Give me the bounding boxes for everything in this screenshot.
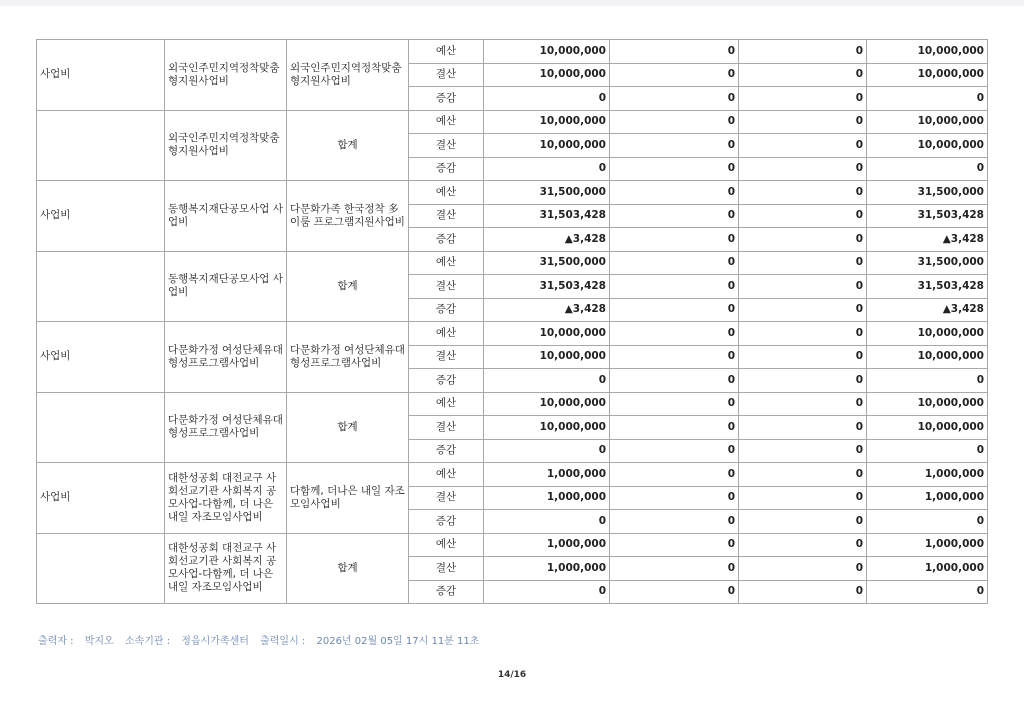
amount-value: 0: [855, 209, 863, 222]
amount-value: ▲3,428: [564, 303, 606, 316]
amount-value: 0: [855, 585, 863, 598]
amount-cell: [610, 416, 739, 440]
amount-cell: [484, 275, 610, 299]
amount-cell: [739, 157, 867, 181]
amount-value: 0: [598, 444, 606, 457]
amount-cell: [484, 486, 610, 510]
amount-value: ▲3,428: [942, 232, 984, 245]
amount-value: 0: [727, 232, 735, 245]
amount-value: 0: [976, 373, 984, 386]
amount-cell: [484, 63, 610, 87]
amount-cell: [484, 322, 610, 346]
amount-cell: [739, 416, 867, 440]
amount-value: 31,503,428: [917, 209, 984, 222]
amount-cell: [484, 416, 610, 440]
amount-cell: [610, 486, 739, 510]
amount-cell: [867, 275, 988, 299]
amount-cell: [739, 40, 867, 64]
amount-value: 0: [855, 68, 863, 81]
amount-value: 0: [855, 420, 863, 433]
amount-value: 0: [598, 585, 606, 598]
row-type-label: 예산: [409, 181, 484, 205]
amount-value: 0: [976, 585, 984, 598]
amount-value: 31,500,000: [539, 185, 606, 198]
amount-cell: [610, 533, 739, 557]
detail-item-cell: 외국인주민지역정착맞춤형지원사업비: [165, 40, 287, 111]
amount-cell: [867, 486, 988, 510]
amount-cell: [484, 298, 610, 322]
row-type-label: 결산: [409, 416, 484, 440]
amount-value: 10,000,000: [539, 138, 606, 151]
row-type-label: 증감: [409, 298, 484, 322]
amount-value: 0: [855, 162, 863, 175]
category-cell: [37, 392, 165, 463]
amount-value: 31,503,428: [917, 279, 984, 292]
amount-value: 1,000,000: [546, 538, 606, 551]
amount-cell: [867, 392, 988, 416]
amount-value: 0: [727, 162, 735, 175]
amount-cell: [867, 204, 988, 228]
amount-cell: [484, 134, 610, 158]
row-type-label: 증감: [409, 510, 484, 534]
amount-value: 31,503,428: [539, 279, 606, 292]
amount-value: 0: [727, 585, 735, 598]
print-date: 2026년 02월 05일 17시 11분 11초: [316, 636, 480, 647]
detail-item-cell: 다문화가정 여성단체유대형성프로그램사업비: [165, 392, 287, 463]
row-type-label: 결산: [409, 345, 484, 369]
row-type-label: 예산: [409, 533, 484, 557]
amount-value: 0: [598, 91, 606, 104]
amount-cell: [610, 87, 739, 111]
amount-cell: [739, 228, 867, 252]
amount-cell: [867, 87, 988, 111]
amount-cell: [484, 110, 610, 134]
amount-cell: [739, 439, 867, 463]
program-cell: 다함께, 더나은 내일 자조모임사업비: [287, 463, 409, 534]
amount-value: 31,500,000: [539, 256, 606, 269]
row-type-label: 결산: [409, 275, 484, 299]
category-cell: [37, 533, 165, 604]
amount-value: 0: [855, 373, 863, 386]
amount-value: 10,000,000: [539, 420, 606, 433]
amount-cell: [610, 345, 739, 369]
amount-value: 0: [598, 373, 606, 386]
amount-value: 10,000,000: [917, 420, 984, 433]
amount-cell: [867, 345, 988, 369]
amount-cell: [867, 251, 988, 275]
table-row: [37, 110, 988, 134]
amount-value: 31,500,000: [917, 256, 984, 269]
amount-cell: [867, 533, 988, 557]
settlement-table: [36, 39, 988, 604]
amount-cell: [610, 228, 739, 252]
amount-value: 0: [727, 514, 735, 527]
amount-value: 0: [727, 444, 735, 457]
amount-value: 10,000,000: [917, 68, 984, 81]
amount-cell: [739, 298, 867, 322]
amount-value: 31,503,428: [539, 209, 606, 222]
amount-value: 0: [855, 326, 863, 339]
amount-value: 0: [727, 91, 735, 104]
amount-cell: [867, 510, 988, 534]
detail-item-cell: 다문화가정 여성단체유대형성프로그램사업비: [165, 322, 287, 393]
detail-item-cell: 동행복지재단공모사업 사업비: [165, 181, 287, 252]
amount-value: 0: [727, 279, 735, 292]
amount-value: 0: [855, 256, 863, 269]
row-type-label: 결산: [409, 557, 484, 581]
amount-value: 0: [727, 303, 735, 316]
amount-value: 0: [855, 279, 863, 292]
amount-value: 10,000,000: [917, 44, 984, 57]
amount-value: 0: [727, 538, 735, 551]
amount-cell: [739, 486, 867, 510]
amount-value: 0: [598, 514, 606, 527]
detail-item-cell: 대한성공회 대전교구 사회선교기관 사회복지 공모사업-다함께, 더 나은 내일 자조모임사업비: [165, 463, 287, 534]
category-cell: 사업비: [37, 181, 165, 252]
printer-name: 박지오: [84, 636, 114, 647]
row-type-label: 예산: [409, 463, 484, 487]
program-cell: 외국인주민지역정착맞춤형지원사업비: [287, 40, 409, 111]
amount-value: 0: [855, 91, 863, 104]
row-type-label: 결산: [409, 204, 484, 228]
program-cell: 다문화가족 한국정착 多이룸 프로그램지원사업비: [287, 181, 409, 252]
amount-value: 0: [855, 514, 863, 527]
amount-value: 0: [727, 256, 735, 269]
category-cell: [37, 110, 165, 181]
row-type-label: 증감: [409, 439, 484, 463]
amount-cell: [739, 580, 867, 604]
amount-cell: [739, 510, 867, 534]
amount-value: 0: [727, 68, 735, 81]
amount-cell: [867, 134, 988, 158]
amount-value: 1,000,000: [546, 467, 606, 480]
org-name: 정읍시가족센터: [181, 636, 249, 647]
amount-value: 0: [855, 538, 863, 551]
amount-cell: [739, 251, 867, 275]
amount-cell: [867, 110, 988, 134]
amount-cell: [484, 580, 610, 604]
amount-value: 0: [727, 326, 735, 339]
amount-value: 31,500,000: [917, 185, 984, 198]
print-info: [38, 632, 487, 647]
program-cell: 합계: [287, 110, 409, 181]
table-row: [37, 463, 988, 487]
amount-cell: [867, 40, 988, 64]
amount-cell: [610, 463, 739, 487]
amount-cell: [610, 134, 739, 158]
amount-value: 1,000,000: [546, 561, 606, 574]
amount-value: 0: [855, 350, 863, 363]
amount-value: 10,000,000: [917, 326, 984, 339]
amount-cell: [739, 181, 867, 205]
amount-value: 10,000,000: [539, 115, 606, 128]
program-cell: 다문화가정 여성단체유대형성프로그램사업비: [287, 322, 409, 393]
amount-cell: [739, 463, 867, 487]
category-cell: 사업비: [37, 463, 165, 534]
amount-value: 0: [727, 185, 735, 198]
amount-cell: [867, 463, 988, 487]
table-row: [37, 181, 988, 205]
amount-value: 0: [727, 491, 735, 504]
amount-value: 0: [598, 162, 606, 175]
amount-value: 0: [727, 138, 735, 151]
amount-cell: [867, 416, 988, 440]
amount-cell: [739, 369, 867, 393]
row-type-label: 예산: [409, 251, 484, 275]
amount-value: ▲3,428: [942, 303, 984, 316]
amount-value: 0: [727, 467, 735, 480]
amount-cell: [867, 228, 988, 252]
amount-value: 1,000,000: [924, 538, 984, 551]
amount-cell: [610, 510, 739, 534]
amount-value: 0: [855, 185, 863, 198]
table-row: [37, 251, 988, 275]
program-cell: 합계: [287, 392, 409, 463]
table-row: [37, 533, 988, 557]
amount-value: 0: [727, 397, 735, 410]
table-row: [37, 40, 988, 64]
amount-cell: [867, 63, 988, 87]
amount-cell: [484, 510, 610, 534]
amount-cell: [610, 63, 739, 87]
category-cell: [37, 251, 165, 322]
amount-cell: [739, 63, 867, 87]
amount-value: 0: [727, 209, 735, 222]
amount-cell: [739, 134, 867, 158]
detail-item-cell: 대한성공회 대전교구 사회선교기관 사회복지 공모사업-다함께, 더 나은 내일 자조모임사업비: [165, 533, 287, 604]
amount-cell: [610, 392, 739, 416]
amount-value: 0: [976, 444, 984, 457]
amount-value: 10,000,000: [539, 68, 606, 81]
amount-cell: [739, 322, 867, 346]
amount-cell: [610, 298, 739, 322]
row-type-label: 결산: [409, 486, 484, 510]
row-type-label: 예산: [409, 110, 484, 134]
amount-cell: [484, 40, 610, 64]
printer-label: 출력자 :: [38, 636, 74, 647]
row-type-label: 결산: [409, 134, 484, 158]
page-number: 14/16: [497, 670, 527, 680]
detail-item-cell: 외국인주민지역정착맞춤형지원사업비: [165, 110, 287, 181]
row-type-label: 증감: [409, 580, 484, 604]
amount-cell: [610, 580, 739, 604]
program-cell: 합계: [287, 533, 409, 604]
amount-value: 1,000,000: [924, 491, 984, 504]
amount-cell: [484, 204, 610, 228]
amount-cell: [484, 369, 610, 393]
amount-cell: [484, 439, 610, 463]
amount-value: 0: [855, 115, 863, 128]
amount-value: 10,000,000: [539, 350, 606, 363]
amount-cell: [484, 157, 610, 181]
amount-cell: [867, 557, 988, 581]
amount-value: 0: [855, 561, 863, 574]
amount-cell: [867, 580, 988, 604]
amount-value: 10,000,000: [917, 138, 984, 151]
amount-cell: [610, 322, 739, 346]
amount-cell: [867, 439, 988, 463]
amount-cell: [484, 533, 610, 557]
amount-value: 0: [727, 44, 735, 57]
table-row: [37, 392, 988, 416]
amount-value: 0: [855, 397, 863, 410]
amount-cell: [610, 251, 739, 275]
amount-value: 0: [727, 420, 735, 433]
amount-cell: [484, 228, 610, 252]
amount-cell: [484, 557, 610, 581]
amount-cell: [484, 251, 610, 275]
amount-cell: [739, 204, 867, 228]
row-type-label: 증감: [409, 228, 484, 252]
amount-value: 0: [855, 44, 863, 57]
amount-value: 0: [727, 373, 735, 386]
amount-cell: [739, 392, 867, 416]
row-type-label: 예산: [409, 392, 484, 416]
row-type-label: 증감: [409, 369, 484, 393]
amount-cell: [739, 110, 867, 134]
amount-value: 10,000,000: [539, 397, 606, 410]
amount-value: 0: [727, 350, 735, 363]
amount-value: 0: [727, 561, 735, 574]
amount-cell: [610, 181, 739, 205]
row-type-label: 결산: [409, 63, 484, 87]
amount-value: 0: [976, 91, 984, 104]
row-type-label: 증감: [409, 87, 484, 111]
amount-value: ▲3,428: [564, 232, 606, 245]
amount-cell: [739, 87, 867, 111]
amount-cell: [610, 110, 739, 134]
category-cell: 사업비: [37, 40, 165, 111]
amount-cell: [610, 40, 739, 64]
category-cell: 사업비: [37, 322, 165, 393]
table-row: [37, 322, 988, 346]
amount-cell: [610, 369, 739, 393]
amount-cell: [484, 463, 610, 487]
top-border: [0, 0, 1024, 6]
amount-value: 10,000,000: [917, 350, 984, 363]
amount-value: 10,000,000: [917, 397, 984, 410]
amount-cell: [610, 157, 739, 181]
amount-cell: [484, 181, 610, 205]
amount-value: 0: [855, 444, 863, 457]
amount-cell: [867, 369, 988, 393]
amount-cell: [610, 557, 739, 581]
amount-cell: [739, 275, 867, 299]
amount-value: 10,000,000: [917, 115, 984, 128]
amount-value: 0: [855, 303, 863, 316]
amount-value: 0: [855, 232, 863, 245]
amount-cell: [484, 392, 610, 416]
amount-value: 0: [727, 115, 735, 128]
amount-value: 0: [855, 491, 863, 504]
amount-cell: [867, 181, 988, 205]
amount-cell: [867, 157, 988, 181]
amount-cell: [484, 87, 610, 111]
row-type-label: 예산: [409, 322, 484, 346]
org-label: 소속기관 :: [124, 636, 171, 647]
amount-cell: [867, 322, 988, 346]
amount-value: 1,000,000: [546, 491, 606, 504]
amount-cell: [610, 275, 739, 299]
detail-item-cell: 동행복지재단공모사업 사업비: [165, 251, 287, 322]
amount-cell: [739, 557, 867, 581]
amount-value: 0: [855, 138, 863, 151]
amount-value: 1,000,000: [924, 561, 984, 574]
amount-value: 10,000,000: [539, 44, 606, 57]
row-type-label: 예산: [409, 40, 484, 64]
amount-cell: [867, 298, 988, 322]
amount-value: 0: [976, 162, 984, 175]
amount-value: 0: [976, 514, 984, 527]
amount-cell: [484, 345, 610, 369]
row-type-label: 증감: [409, 157, 484, 181]
amount-value: 0: [855, 467, 863, 480]
amount-cell: [610, 204, 739, 228]
program-cell: 합계: [287, 251, 409, 322]
amount-cell: [739, 533, 867, 557]
amount-value: 1,000,000: [924, 467, 984, 480]
amount-cell: [610, 439, 739, 463]
date-label: 출력일시 :: [260, 636, 306, 647]
amount-value: 10,000,000: [539, 326, 606, 339]
amount-cell: [739, 345, 867, 369]
